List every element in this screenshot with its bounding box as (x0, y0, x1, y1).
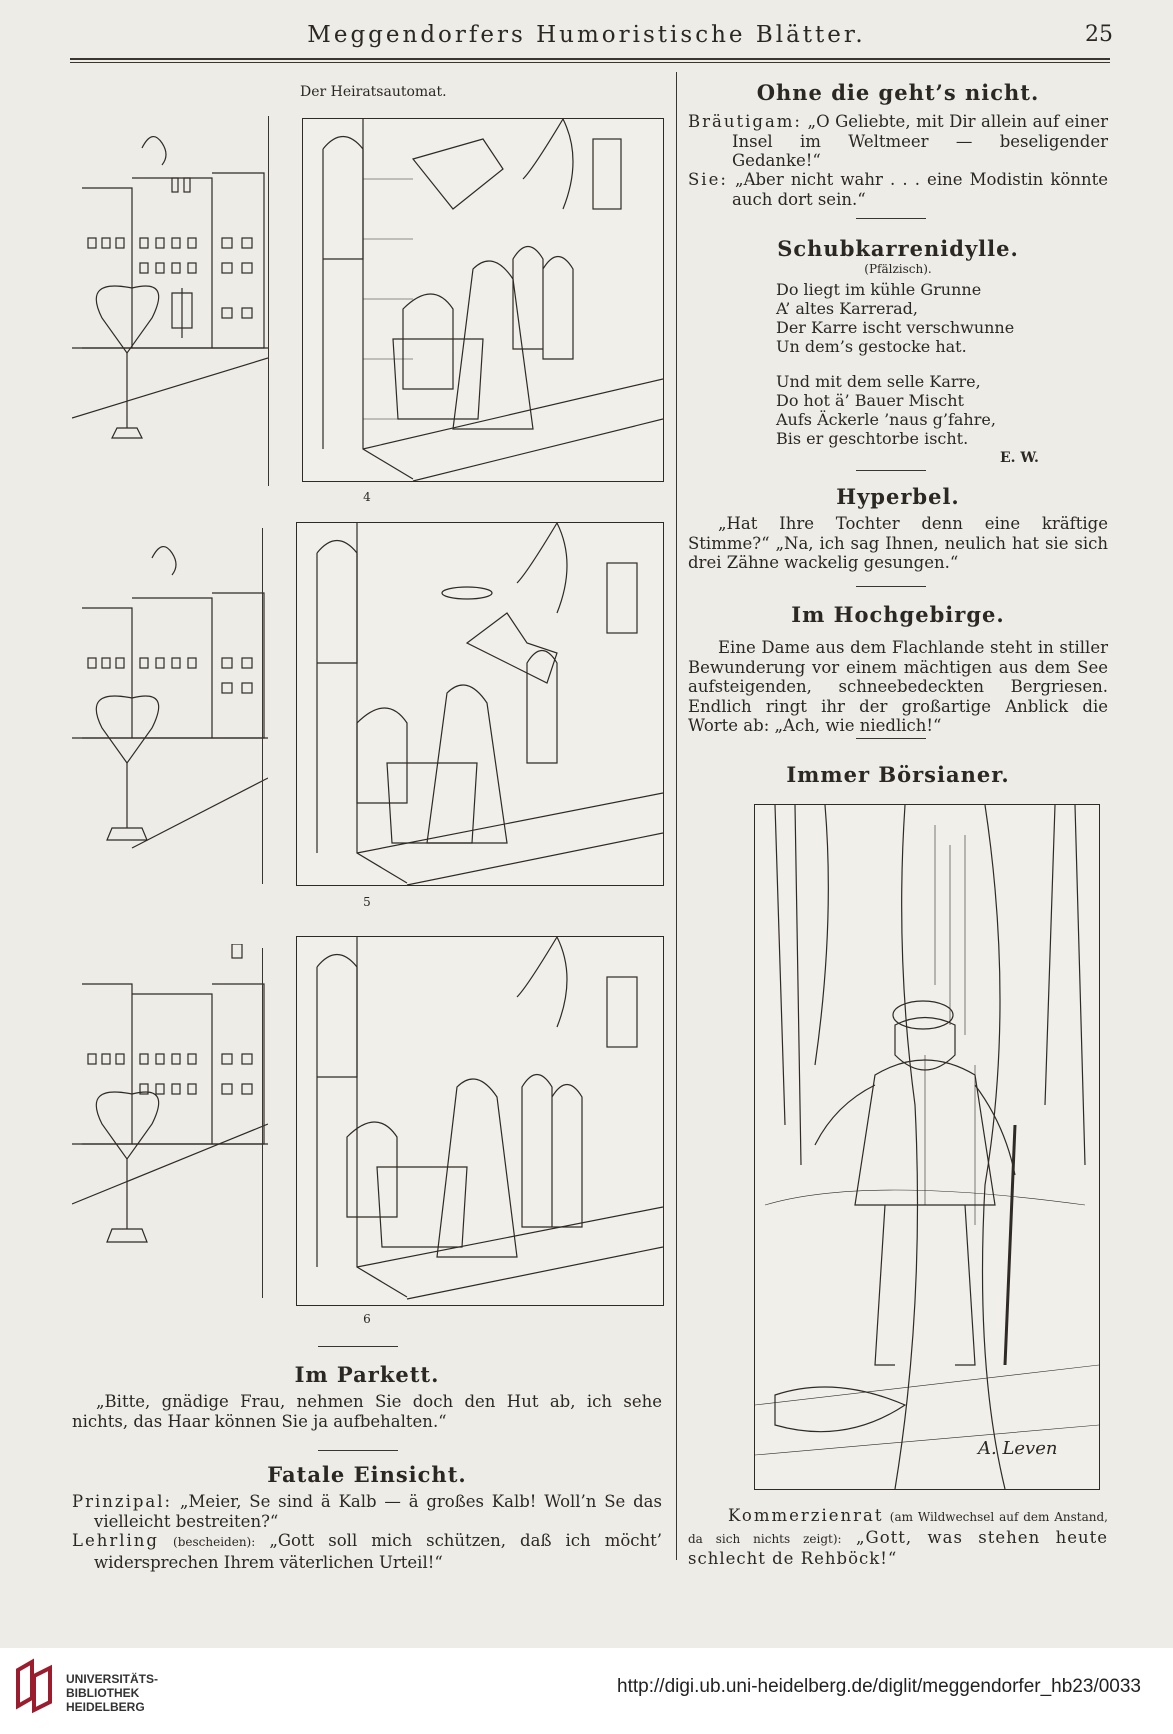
dialogue: „Gott soll mich schützen, daß ich möcht’ widersprechen Ihrem väterlichen Urteil!“ (94, 1531, 663, 1572)
hochgebirge-text: Eine Dame aus dem Flachlande steht in stiller Bewunderung vor einem mächtigen aus dem See aufsteigenden, schneebedeckten Bergriesen. Endlich ringt ihr der großartige Anblick die Worte ab: „Ach, wie niedlich!“ (688, 638, 1108, 735)
comic-panel-4-room (302, 118, 664, 482)
footer-bar (0, 1648, 1173, 1734)
stage-note: (bescheiden): (173, 1535, 256, 1549)
schub-title: Schubkarrenidylle. (777, 236, 1019, 261)
speaker: Sie: (688, 170, 728, 189)
schub-stanza-2: Und mit dem selle Karre, Do hot ä’ Bauer Mischt Aufs Äckerle ’naus g’fahre, Bis er geschtorbe ischt. (776, 372, 996, 448)
im-parkett-text: „Bitte, gnädige Frau, nehmen Sie doch den Hut ab, ich sehe nichts, das Haar können Sie ja aufbehalten.“ (72, 1392, 662, 1431)
speaker: Prinzipal: (72, 1492, 173, 1511)
fatale-line-1 (72, 1492, 662, 1531)
panel-number: 6 (363, 1312, 371, 1326)
header-rule (70, 58, 1110, 60)
speaker: Kommerzienrat (728, 1506, 884, 1525)
comic-panel-4-street (72, 118, 268, 480)
comic-panel-6-room (296, 936, 664, 1306)
page-number: 25 (1085, 22, 1113, 47)
panel-number: 5 (363, 895, 371, 909)
speaker: Lehrling (72, 1531, 159, 1550)
panel-number: 4 (363, 490, 371, 504)
column-divider (676, 72, 677, 1560)
hyperbel-text: „Hat Ihre Tochter denn eine kräftige Stimme?“ „Na, ich sag Ihnen, neulich hat sie sich drei Zähne wackelig gesungen.“ (688, 514, 1108, 572)
stage-note: (am Wildwechsel auf dem Anstand, da sich nichts zeigt): (688, 1510, 1108, 1546)
comic-title: Der Heiratsautomat. (300, 84, 447, 100)
dialogue: „Aber nicht wahr . . . eine Modistin könnte auch dort sein.“ (732, 170, 1108, 209)
schub-signature: E. W. (1000, 450, 1039, 466)
im-parkett-title: Im Parkett. (294, 1362, 440, 1387)
speaker: Bräutigam: (688, 112, 802, 131)
comic-panel-5-room (296, 522, 664, 886)
schub-stanza-1: Do liegt im kühle Grunne A’ altes Karrerad, Der Karre ischt verschwunne Un dem’s gestocke hat. (776, 280, 1015, 356)
header-rule-thin (70, 62, 1110, 63)
dialogue: „O Geliebte, mit Dir allein auf einer Insel im Weltmeer — beseligender Gedanke!“ (732, 112, 1108, 170)
fatale-title: Fatale Einsicht. (267, 1462, 467, 1487)
boersianer-caption (688, 1506, 1108, 1569)
library-logo-icon (12, 1658, 58, 1718)
fatale-line-2 (72, 1531, 662, 1572)
hunter-illustration (754, 804, 1100, 1490)
source-url[interactable]: http://digi.ub.uni-heidelberg.de/diglit/meggendorfer_hb23/0033 (617, 1676, 1141, 1697)
ohne-line-2 (688, 170, 1108, 209)
library-name: UNIVERSITÄTS- BIBLIOTHEK HEIDELBERG (66, 1672, 159, 1714)
hyperbel-title: Hyperbel. (836, 484, 960, 509)
hochgebirge-title: Im Hochgebirge. (791, 602, 1005, 627)
dialogue: „Meier, Se sind ä Kalb — ä großes Kalb! Woll’n Se das vielleicht bestreiten?“ (94, 1492, 662, 1531)
dialogue: „Gott, was stehen heute schlecht de Rehböck!“ (688, 1527, 1108, 1568)
journal-title: Meggendorfers Humoristische Blätter. (307, 22, 866, 48)
boersianer-title: Immer Börsianer. (786, 762, 1010, 787)
comic-panel-6-street (72, 944, 268, 1296)
artist-signature: A. Leven (978, 1438, 1058, 1459)
schub-subtitle: (Pfälzisch). (864, 262, 932, 276)
ohne-title: Ohne die geht’s nicht. (756, 80, 1040, 105)
comic-panel-5-street (72, 528, 268, 880)
ohne-line-1 (688, 112, 1108, 171)
